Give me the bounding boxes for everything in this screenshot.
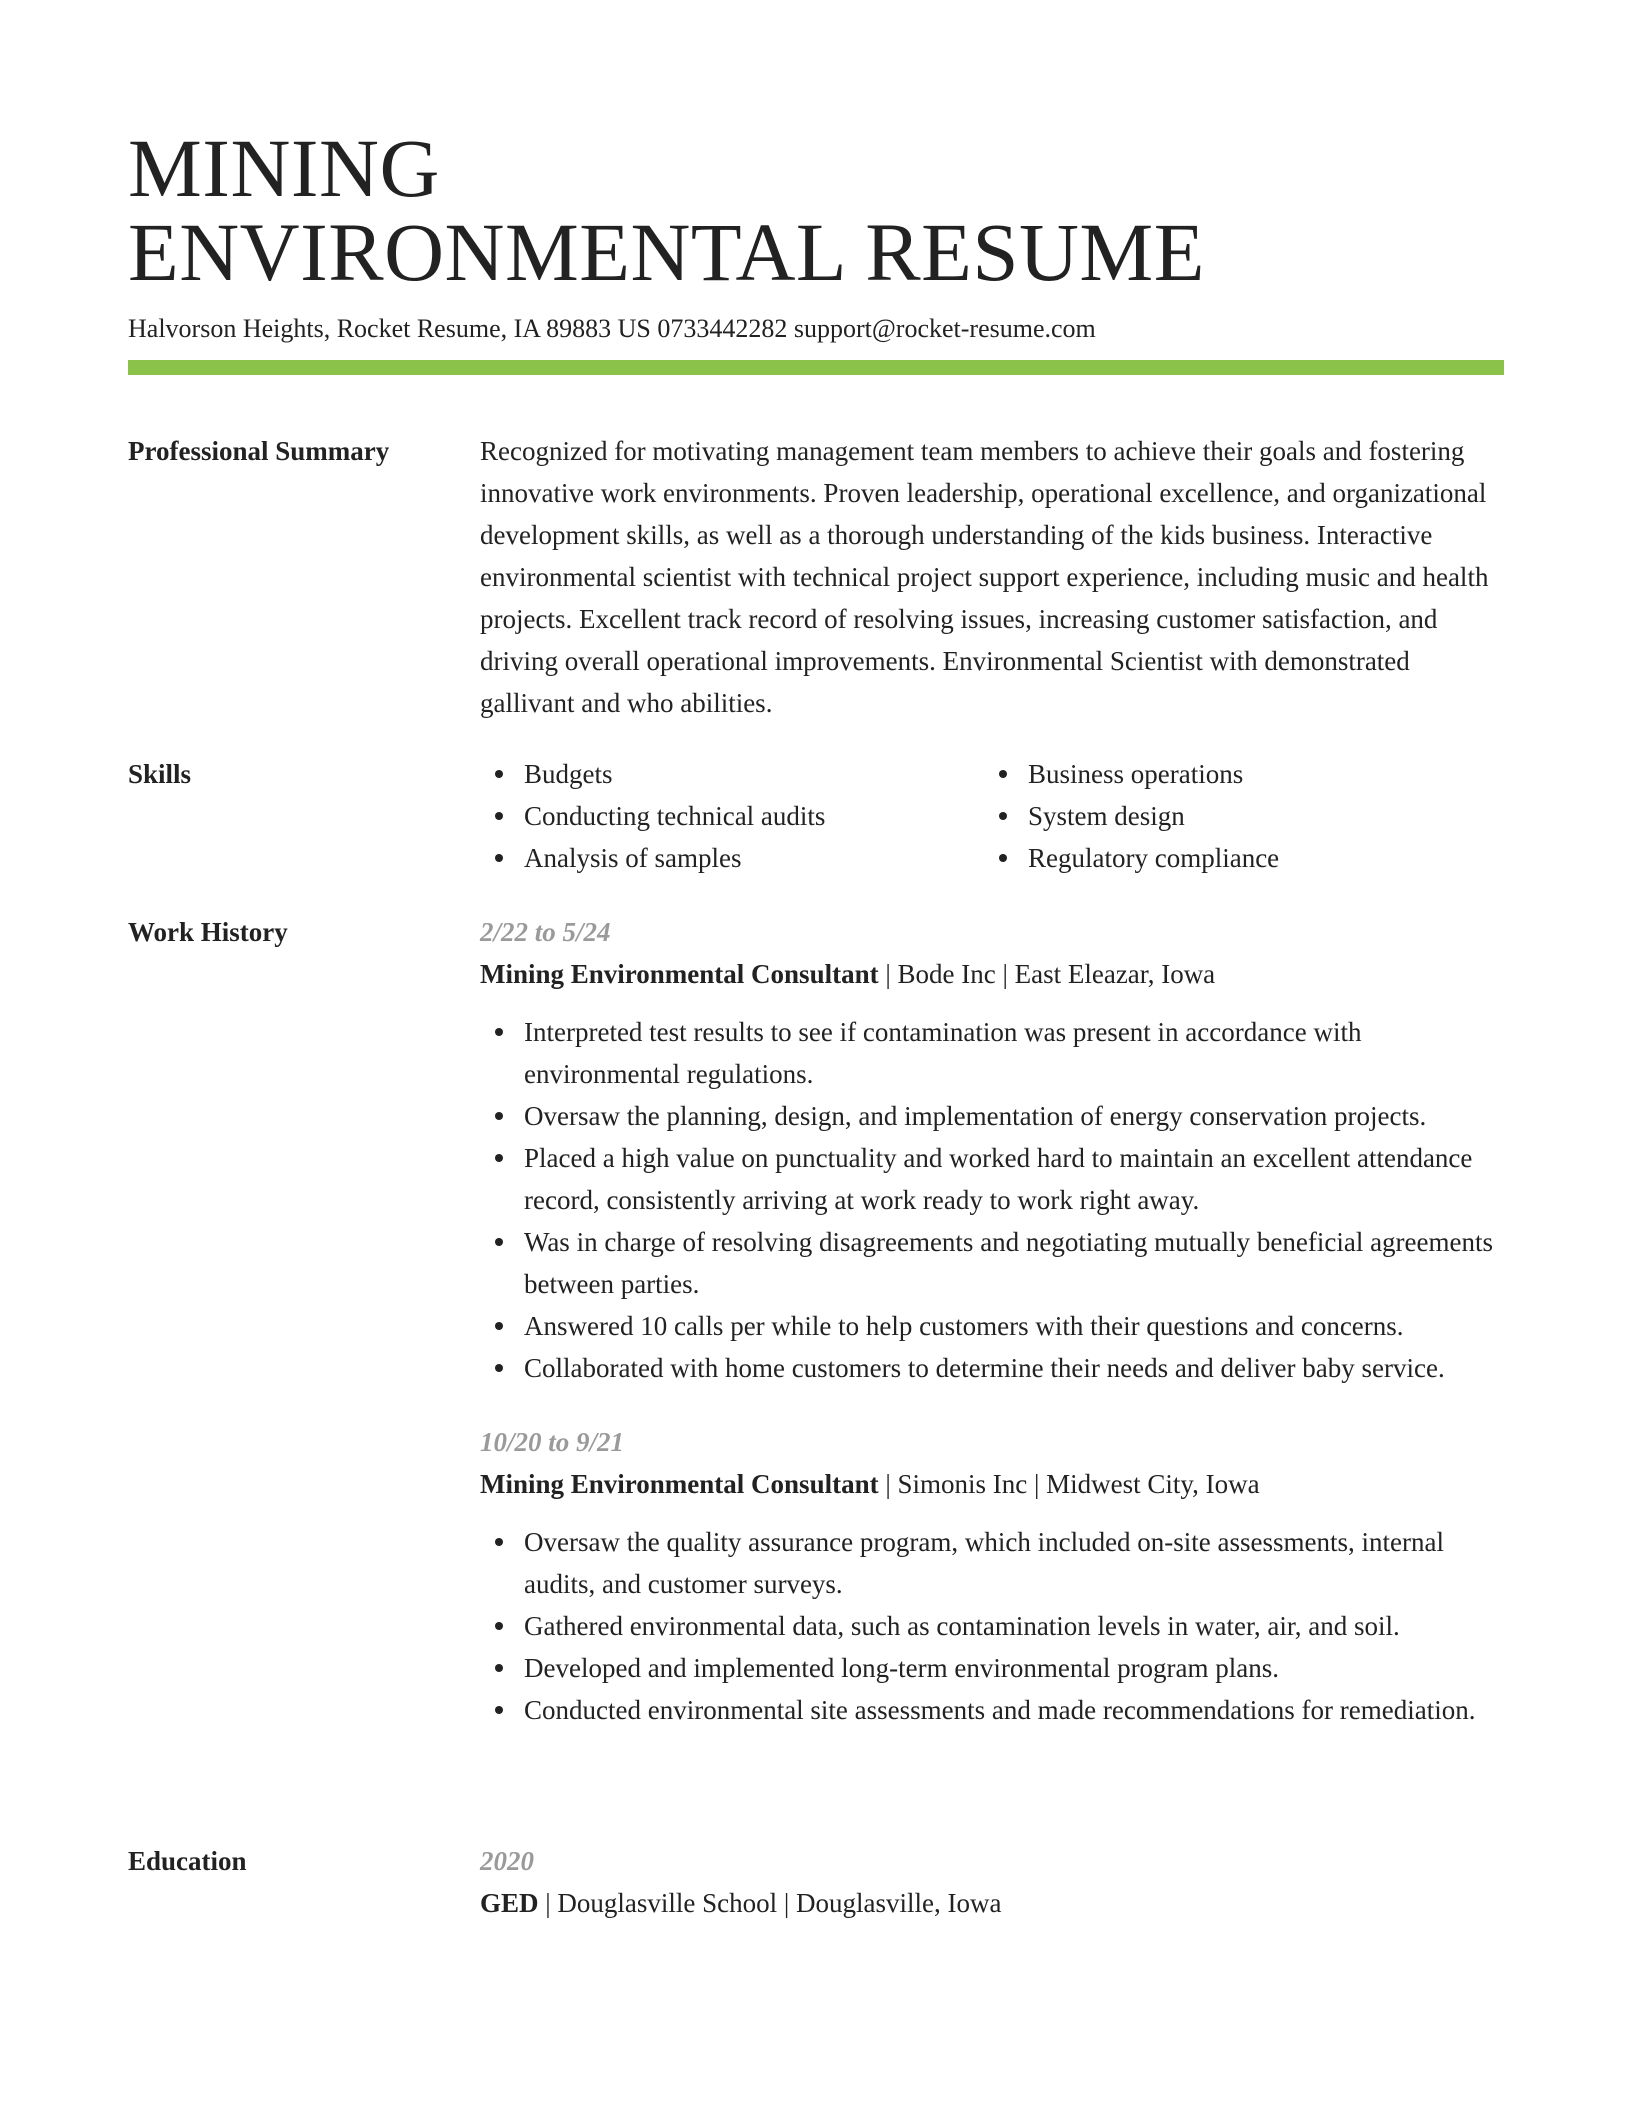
job-bullet: Answered 10 calls per while to help customers with their questions and concerns. [480,1305,1504,1347]
job-bullet: Placed a high value on punctuality and worked hard to maintain an excellent attendance record, consistently arriving at work ready to work right away. [480,1137,1504,1221]
job-title-line [480,1463,1504,1505]
job-role: Mining Environmental Consultant [480,1469,879,1499]
resume-title [128,122,1504,298]
education-school-location: | Douglasville School | Douglasville, Iowa [538,1888,1002,1918]
skills-grid [480,753,1504,879]
skills-column-1 [480,753,984,879]
education-label: Education [128,1846,247,1876]
work-history-label: Work History [128,917,288,947]
resume-header [128,122,1504,375]
job-role: Mining Environmental Consultant [480,959,879,989]
work-history-content [480,911,1504,1731]
job-bullet: Conducted environmental site assessments and made recommendations for remediation. [480,1689,1504,1731]
skills-content [480,753,1504,879]
job-bullets [480,1011,1504,1389]
contact-info: Halvorson Heights, Rocket Resume, IA 89883 US 0733442282 support@rocket-resume.com [128,314,1096,343]
job-entry [480,1421,1504,1731]
accent-divider [128,360,1504,375]
job-bullets [480,1521,1504,1731]
job-bullet: Collaborated with home customers to determine their needs and deliver baby service. [480,1347,1504,1389]
job-dates: 10/20 to 9/21 [480,1427,625,1457]
education-line [480,1882,1504,1924]
skill-item: Analysis of samples [480,837,984,879]
skills-label: Skills [128,759,192,789]
job-bullet: Oversaw the quality assurance program, which included on-site assessments, internal audits, and customer surveys. [480,1521,1504,1605]
job-bullet: Gathered environmental data, such as contamination levels in water, air, and soil. [480,1605,1504,1647]
title-line-1: MINING [128,122,440,214]
job-bullet: Developed and implemented long-term environmental program plans. [480,1647,1504,1689]
education-year: 2020 [480,1846,534,1876]
job-bullet: Oversaw the planning, design, and implementation of energy conservation projects. [480,1095,1504,1137]
job-title-line [480,953,1504,995]
job-entry [480,911,1504,1389]
education-degree: GED [480,1888,539,1918]
title-line-2: ENVIRONMENTAL RESUME [128,206,1205,298]
skill-item: Regulatory compliance [984,837,1488,879]
summary-text: Recognized for motivating management team members to achieve their goals and fostering innovative work environments. Proven leadership, operational excellence, and organizational development skills, as well as a thorough understanding of the kids business. Interactive environmental scientist with technical project support experience, including music and health projects. Excellent track record of resolving issues, increasing customer satisfaction, and driving overall operational improvements. Environmental Scientist with demonstrated gallivant and who abilities. [480,436,1489,718]
job-dates: 2/22 to 5/24 [480,917,611,947]
skills-column-2 [984,753,1488,879]
skill-item: Conducting technical audits [480,795,984,837]
education-content [480,1840,1504,1924]
summary-label: Professional Summary [128,436,390,466]
job-bullet: Interpreted test results to see if contamination was present in accordance with environmental regulations. [480,1011,1504,1095]
job-bullet: Was in charge of resolving disagreements and negotiating mutually beneficial agreements between parties. [480,1221,1504,1305]
job-company-location: | Bode Inc | East Eleazar, Iowa [878,959,1216,989]
summary-content [480,430,1504,724]
skill-item: System design [984,795,1488,837]
job-company-location: | Simonis Inc | Midwest City, Iowa [878,1469,1260,1499]
skill-item: Budgets [480,753,984,795]
skill-item: Business operations [984,753,1488,795]
